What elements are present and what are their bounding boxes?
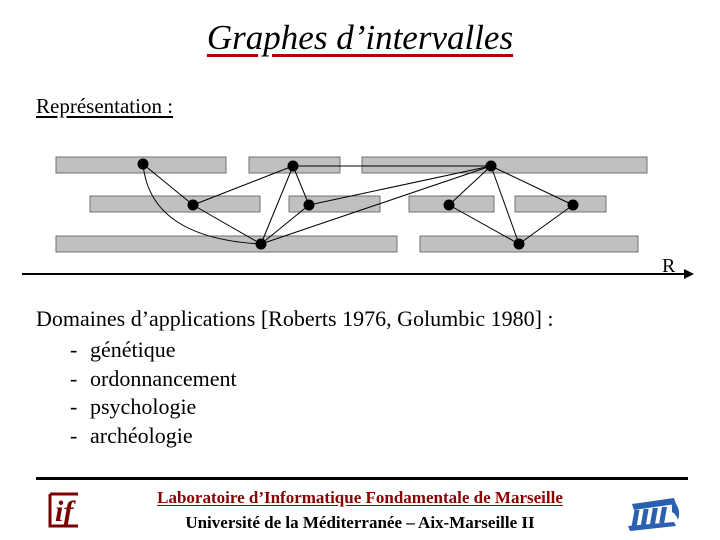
interval-bar — [420, 236, 638, 252]
graph-vertex — [256, 239, 267, 250]
list-dash: - — [70, 394, 78, 419]
axis-arrow-icon — [684, 269, 694, 279]
graph-vertex — [568, 200, 579, 211]
section-subtitle: Représentation : — [36, 94, 174, 118]
page-title: Graphes d’intervalles — [206, 18, 514, 57]
graph-vertex — [486, 161, 497, 172]
interval-bar — [515, 196, 606, 212]
graph-vertex — [514, 239, 525, 250]
svg-text:if: if — [55, 495, 74, 528]
applications-list — [70, 336, 237, 450]
graph-vertex — [444, 200, 455, 211]
graph-vertex — [188, 200, 199, 211]
list-item — [70, 365, 237, 394]
interval-bar — [90, 196, 260, 212]
list-item-label: génétique — [90, 337, 176, 362]
list-item-label: archéologie — [90, 422, 193, 448]
list-item — [70, 336, 237, 365]
list-dash: - — [70, 422, 78, 448]
graph-vertex — [138, 159, 149, 170]
graph-vertex — [304, 200, 315, 211]
graph-vertex — [288, 161, 299, 172]
footer-divider — [36, 477, 688, 480]
footer-lab-name: Laboratoire d’Informatique Fondamentale de Marseille — [157, 488, 563, 507]
applications-heading: Domaines d’applications [Roberts 1976, Golumbic 1980] : — [36, 306, 554, 331]
axis-label: R — [662, 255, 676, 277]
interval-bar — [362, 157, 647, 173]
list-dash: - — [70, 337, 78, 362]
list-item-label: ordonnancement — [90, 365, 237, 391]
university-logo-icon — [626, 490, 684, 536]
interval-graph-diagram — [0, 140, 720, 290]
footer-university: Université de la Méditerranée – Aix-Marseille II — [185, 513, 535, 532]
list-item — [70, 422, 237, 451]
interval-bar — [56, 236, 397, 252]
list-dash: - — [70, 365, 78, 391]
list-item — [70, 393, 237, 422]
list-item-label: psychologie — [90, 394, 197, 419]
